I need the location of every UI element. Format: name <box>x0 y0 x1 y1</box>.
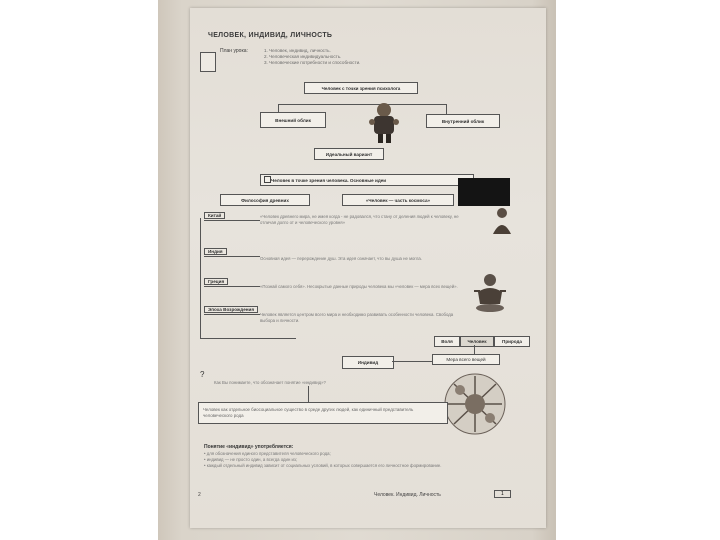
connector-line <box>204 286 260 287</box>
individ-box: Индивид <box>342 356 394 369</box>
usage-item: • индивид — не просто один, а всегда один из; <box>204 457 298 462</box>
era-greece: Греция <box>204 278 228 285</box>
era-renaissance: Эпоха Возрождения <box>204 306 258 313</box>
seated-figure-image <box>470 270 510 314</box>
dark-photo-image <box>458 178 510 206</box>
era-india-text: Основная идея — перерождение душ. Эта идея означает, что вы душа не могла. <box>260 256 422 261</box>
connector-line <box>204 256 260 257</box>
mosaic-image <box>438 370 512 438</box>
usage-item: • каждый отдельный индивид зависит от социальных условий, в которых совершается его личностное формирование. <box>204 463 442 468</box>
diagram-right-box: Внутренний облик <box>426 114 500 128</box>
plan-label: План урока: <box>220 48 248 54</box>
triad-human: Человек <box>460 336 494 347</box>
page-title: ЧЕЛОВЕК, ИНДИВИД, ЛИЧНОСТЬ <box>208 32 333 39</box>
footer-left: 2 <box>198 492 201 498</box>
timeline-line <box>200 338 296 339</box>
clown-figure-image <box>366 100 402 144</box>
question-mark-icon: ? <box>200 370 205 379</box>
era-china-text: «Человек древнего мира, не имея когда - не радовался, что стану от деления людей к человеку, не отличая долго от и человеческого уровня» <box>260 214 459 225</box>
connector-line <box>204 220 260 221</box>
era-greece-text: «Познай самого себя». Несокрытые данные природы человека мы «человек — мера всех вещей». <box>260 284 458 289</box>
era-renaissance-text: Человек является центром всего мира и необходимо развивать особенности человека. Свобода выбора и личности. <box>260 312 454 323</box>
worksheet-page <box>190 8 546 528</box>
diagram-top-box: Человек с точки зрения психолога <box>304 82 418 94</box>
triad-will: Воля <box>434 336 460 347</box>
diagram-left-box: Внешний облик <box>260 112 326 128</box>
usage-item: • для обозначения единого представителя человеческого рода; <box>204 451 331 456</box>
monk-figure-image <box>490 206 514 236</box>
connector-line <box>204 314 260 315</box>
page-number: 1 <box>494 490 511 498</box>
diagram-bottom-box: Идеальный вариант <box>314 148 384 160</box>
notebook-icon <box>200 52 216 72</box>
connector-line <box>392 361 432 362</box>
section-header: Человек в точке зрения человека. Основные идеи <box>260 174 474 186</box>
era-china: Китай <box>204 212 225 219</box>
plan-item: 1. Человек, индивид, личность. <box>264 48 331 53</box>
cosmos-box: «Человек — часть космоса» <box>342 194 454 206</box>
connector-line <box>308 386 309 402</box>
footer-title: Человек. Индивид. Личность <box>374 492 441 498</box>
plan-item: 3. Человеческие потребности и способности. <box>264 60 361 65</box>
usage-title: Понятие «индивид» употребляется: <box>204 444 294 450</box>
triad-nature: Природа <box>494 336 530 347</box>
philosophy-box: Философия древних <box>220 194 310 206</box>
connector-line <box>446 104 447 114</box>
era-india: Индия <box>204 248 227 255</box>
timeline-line <box>200 218 201 338</box>
answer-box: Человек как отдельное биосоциальное существо в среде других людей, как единичный представитель человеческого рода <box>198 402 448 424</box>
question-text: Как Вы понимаете, что обозначает понятие «индивид»? <box>214 380 326 385</box>
triad-note: Мера всего вещей <box>432 354 500 365</box>
connector-line <box>278 104 446 105</box>
plan-item: 2. Человеческая индивидуальность. <box>264 54 342 59</box>
checkbox-icon <box>264 176 271 183</box>
